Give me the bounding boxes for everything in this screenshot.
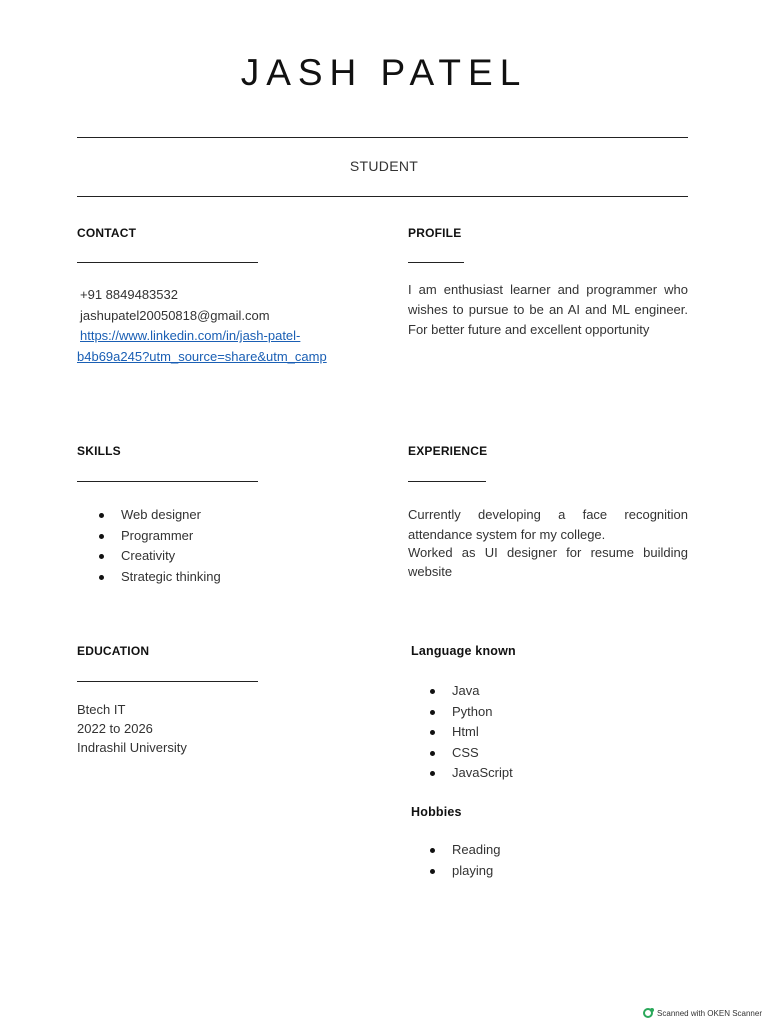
contact-underline: [77, 262, 258, 263]
contact-heading: CONTACT: [77, 226, 137, 240]
list-item: Python: [408, 702, 658, 723]
education-heading: EDUCATION: [77, 644, 150, 658]
languages-heading: Language known: [411, 644, 516, 658]
list-item: Strategic thinking: [77, 567, 327, 588]
scanner-watermark-text: Scanned with OKEN Scanner: [657, 1008, 762, 1018]
header-divider-bottom: [77, 196, 688, 197]
list-item: Creativity: [77, 546, 327, 567]
contact-phone: +91 8849483532: [80, 287, 178, 302]
scanner-logo-icon: [643, 1008, 653, 1018]
experience-text: [408, 505, 688, 581]
contact-linkedin-link-line2[interactable]: b4b69a245?utm_source=share&utm_camp: [77, 348, 327, 364]
list-item: Java: [408, 681, 658, 702]
list-item: playing: [408, 861, 658, 882]
contact-linkedin-link-line1[interactable]: https://www.linkedin.com/in/jash-patel-: [80, 328, 301, 343]
list-item: Programmer: [77, 526, 327, 547]
scanner-watermark: [643, 1008, 762, 1018]
education-details: [77, 700, 187, 757]
list-item: Web designer: [77, 505, 327, 526]
hobbies-list: [408, 840, 658, 881]
resume-role: STUDENT: [349, 158, 419, 174]
experience-heading: EXPERIENCE: [408, 444, 488, 458]
education-years: 2022 to 2026: [77, 721, 153, 736]
resume-name: JASH PATEL: [240, 52, 528, 93]
education-university: Indrashil University: [77, 740, 187, 755]
list-item: CSS: [408, 743, 658, 764]
experience-item: Currently developing a face recognition attendance system for my college.: [408, 507, 688, 542]
experience-item: Worked as UI designer for resume building website: [408, 545, 688, 579]
skills-list: [77, 505, 327, 587]
list-item: JavaScript: [408, 763, 658, 784]
profile-underline: [408, 262, 464, 263]
experience-underline: [408, 481, 486, 482]
skills-heading: SKILLS: [77, 444, 121, 458]
languages-list: [408, 681, 658, 784]
list-item: Html: [408, 722, 658, 743]
list-item: Reading: [408, 840, 658, 861]
profile-text: I am enthusiast learner and programmer who wishes to pursue to be an AI and ML engineer. For better future and excellent opportunity: [408, 282, 688, 337]
skills-underline: [77, 481, 258, 482]
profile-heading: PROFILE: [408, 226, 462, 240]
education-underline: [77, 681, 258, 682]
education-degree: Btech IT: [77, 702, 126, 717]
hobbies-heading: Hobbies: [411, 805, 462, 819]
contact-details: [77, 285, 327, 367]
contact-email[interactable]: jashupatel20050818@gmail.com: [80, 307, 270, 323]
header-divider-top: [77, 137, 688, 138]
